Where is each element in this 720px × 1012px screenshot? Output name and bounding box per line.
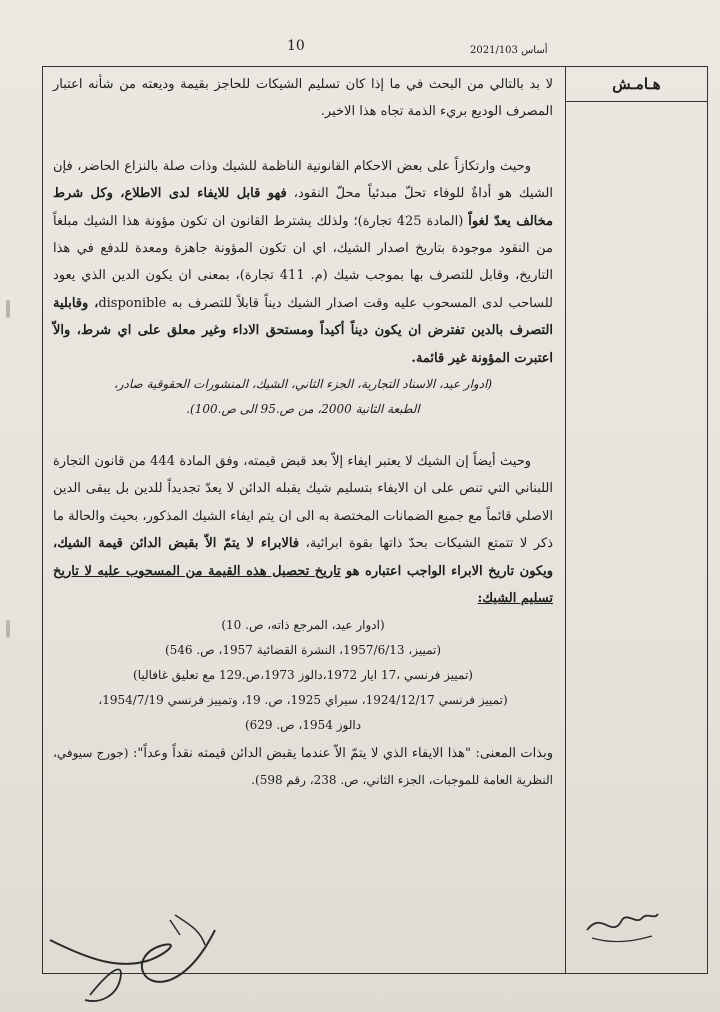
bold-clause: ، وقابلية التصرف بالدين تفترض ان يكون ديناً أكيداً ومستحق الاداء وغير معلق على اي شرط، والاّ اعتبرت المؤونة غير قائمة.: [53, 295, 553, 366]
page-number: 10: [287, 38, 305, 54]
main-text-column: [53, 67, 553, 794]
paragraph-payment: [53, 448, 553, 612]
margin-column-title: هـامـش: [566, 67, 707, 102]
bold-clause: فالابراء لا يتمّ الاّ بقبض الدائن قيمة الشيك، ويكون تاريخ الابراء الواجب اعتباره هو: [53, 536, 554, 579]
paragraph-same-meaning: [53, 740, 553, 795]
citation-list: [53, 613, 553, 738]
bold-underlined-clause: تاريخ تحصيل هذه القيمة من المسحوب عليه لا تاريخ تسليم الشيك:: [53, 563, 553, 607]
citation-line: (تمييز فرنسي 1924/12/17، سيراي 1925، ص. 19، وتمييز فرنسي 1954/7/19،: [98, 692, 508, 707]
binding-hole: [6, 620, 10, 638]
citation-line: (ادوار عيد، الاسناد التجارية، الجزء الثاني، الشيك، المنشورات الحقوقية صادر،: [113, 377, 493, 392]
citation-line: (ادوار عيد، المرجع ذاته، ص. 10): [221, 617, 385, 632]
paragraph-intro: لا بد بالتالي من البحث في ما إذا كان تسليم الشيكات للحاجز بقيمة وديعته من شأنه اعتبار المصرف الوديع بريء الذمة تجاه هذا الاخير.: [53, 77, 553, 120]
case-number: أساس 2021/103: [470, 45, 548, 56]
latin-term: disponible: [98, 295, 167, 311]
paragraph-cheque-law: [53, 153, 553, 372]
citation-block: [53, 372, 553, 422]
citation-line: الطبعة الثانية 2000، من ص.95 الى ص.100).: [186, 402, 420, 417]
citation-line: (تمييز، 1957/6/13، النشرة القضائية 1957، ص. 546): [164, 642, 442, 657]
bold-clause: فهو قابل للايفاء لدى الاطلاع، وكل شرط مخالف يعدّ لغواً: [53, 186, 553, 229]
margin-column: [565, 67, 707, 973]
paragraph-text: وحيث أيضاً إن الشيك لا يعتبر ايفاء إلاّ بعد قبض قيمته، وفق المادة 444 من قانون التجارة اللبناني التي تنص على ان الايفاء بتسليم شيك يقبله الدائن لا يعدّ تجديداً للدين بل يبقى الدين الاصلي قائماً مع جميع الضمانات المختصة به الى ان يتم ايفاء الشيك المذكور، بحيث والحالة ما ذكر لا تتمتع الشيكات بحدّ ذاتها بقوة ابرائية،: [53, 454, 553, 552]
citation-inline: (جورج سيوفي، النظرية العامة للموجبات، الجزء الثاني، ص. 238، رقم 598).: [53, 745, 553, 787]
paragraph-text: وحيث وارتكازاً على بعض الاحكام القانونية الناظمة للشيك وذات صلة بالنزاع الحاضر، فإن الشيك هو أداةٌ للوفاء تحلّ مبدئياً محلّ النقود،: [53, 158, 553, 202]
binding-hole: [6, 300, 10, 318]
page-frame: [42, 66, 708, 974]
citation-line: (تمييز فرنسي ،17 ايار 1972،دالوز 1973،ص.129 مع تعليق غافاليا): [133, 667, 473, 682]
paragraph-text: وبذات المعنى: "هذا الايفاء الذي لا يتمّ الاّ عندما يقبض الدائن قيمته نقداً وعداً":: [132, 745, 553, 761]
paragraph-text: (المادة 425 تجارة)؛ ولذلك يشترط القانون ان تكون مؤونة هذا الشيك مبلغاً من النقود موجودة بتاريخ اصدار الشيك، اي ان تكون المؤونة جاهزة ومعدة للدفع في هذا التاريخ، وقابل للتصرف بها بموجب شيك (م. 411 تجارة)، بمعنى ان يكون الدين الذي يعود للساحب لدى المسحوب عليه وقت اصدار الشيك ديناً قابلاً للتصرف به: [53, 213, 554, 311]
citation-line: دالوز 1954، ص. 629): [244, 717, 362, 732]
